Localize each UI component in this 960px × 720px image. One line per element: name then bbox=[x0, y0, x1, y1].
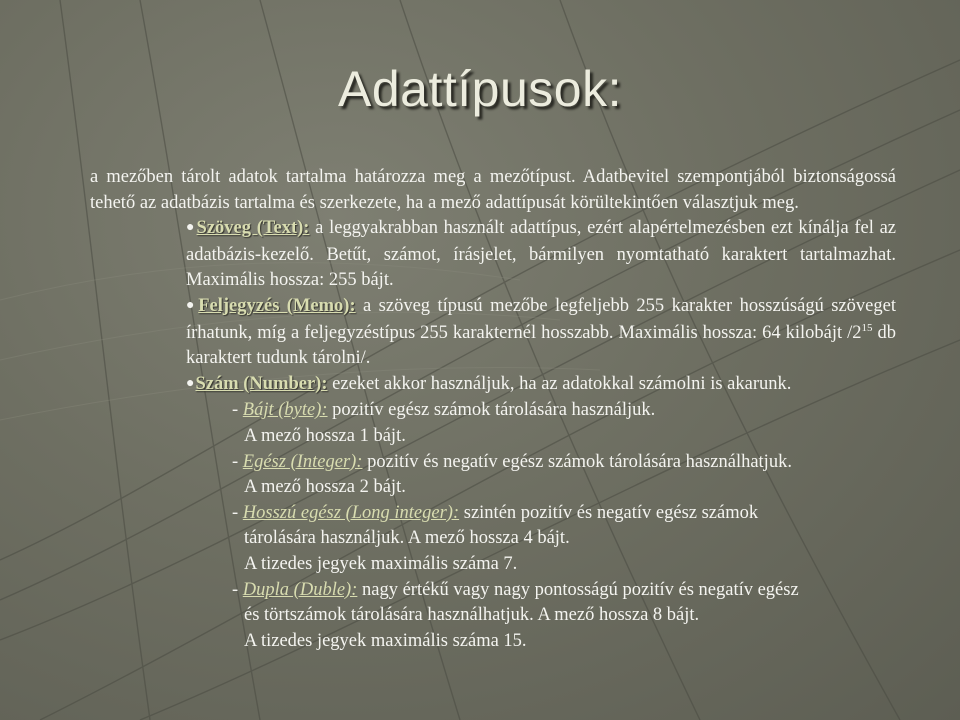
bullet-icon: ● bbox=[186, 375, 195, 391]
subtype-description: pozitív egész számok tárolására használjuk. bbox=[327, 400, 656, 421]
subtype-label: Egész (Integer): bbox=[242, 451, 363, 472]
term-text: Szöveg (Text): bbox=[196, 218, 310, 239]
number-description: ezeket akkor használjuk, ha az adatokkal számolni is akarunk. bbox=[327, 373, 792, 394]
subtype-long-integer bbox=[232, 501, 896, 527]
subtype-integer bbox=[232, 450, 896, 476]
memo-exponent: 15 bbox=[861, 321, 873, 334]
subtype-description: szintén pozitív és negatív egész számok bbox=[459, 502, 759, 523]
bullet-icon: ● bbox=[186, 297, 198, 313]
term-memo: Feljegyzés (Memo): bbox=[198, 295, 356, 316]
bullet-memo-type bbox=[186, 294, 896, 372]
subtype-byte bbox=[232, 398, 896, 424]
subtype-label: Dupla (Duble): bbox=[242, 579, 358, 600]
dash: - bbox=[232, 400, 243, 421]
subtype-long-integer-line: A tizedes jegyek maximális száma 7. bbox=[244, 553, 518, 574]
dash: - bbox=[232, 502, 243, 523]
memo-description-end: db karaktert tudunk tárolni/. bbox=[186, 322, 896, 369]
slide-title: Adattípusok: bbox=[338, 61, 622, 117]
dash: - bbox=[232, 579, 243, 600]
bullet-text-type bbox=[186, 216, 896, 294]
subtype-integer-line: A mező hossza 2 bájt. bbox=[244, 477, 406, 498]
subtype-double-line: és törtszámok tárolására használhatjuk. A mező hossza 8 bájt. bbox=[244, 605, 700, 626]
subtype-byte-line: A mező hossza 1 bájt. bbox=[244, 425, 406, 446]
term-number: Szám (Number): bbox=[195, 373, 328, 394]
slide-content bbox=[90, 165, 896, 654]
subtype-double bbox=[232, 578, 896, 604]
subtype-description: pozitív és negatív egész számok tárolására használhatjuk. bbox=[362, 451, 792, 472]
text-description: a leggyakrabban használt adattípus, ezért alapértelmezésben ezt kínálja fel az adatbázis-kezelő. Betűt, számot, írásjelet, bármilyen nyomtatható karaktert tartalmazhat. Maximális hossza: 255 bájt. bbox=[186, 218, 896, 291]
bullet-number-type bbox=[186, 372, 896, 399]
subtype-description: nagy értékű vagy nagy pontosságú pozitív és negatív egész bbox=[357, 579, 799, 600]
intro-paragraph: a mezőben tárolt adatok tartalma határozza meg a mezőtípust. Adatbevitel szempontjából biztonságossá tehető az adatbázis tartalma és szerkezete, ha a mező adattípusát körültekintően választjuk meg. bbox=[90, 167, 896, 213]
dash: - bbox=[232, 451, 243, 472]
subtype-label: Bájt (byte): bbox=[242, 400, 328, 421]
subtype-double-line: A tizedes jegyek maximális száma 15. bbox=[244, 630, 527, 651]
memo-description: a szöveg típusú mezőbe legfeljebb 255 karakter hosszúságú szöveget írhatunk, míg a feljegyzéstípus 255 karakternél hosszabb. Maximális hossza: 64 kilobájt /2 bbox=[186, 295, 896, 343]
bullet-icon: ● bbox=[186, 220, 196, 236]
subtype-label: Hosszú egész (Long integer): bbox=[242, 502, 460, 523]
subtype-long-integer-line: tárolására használjuk. A mező hossza 4 bájt. bbox=[244, 528, 570, 549]
